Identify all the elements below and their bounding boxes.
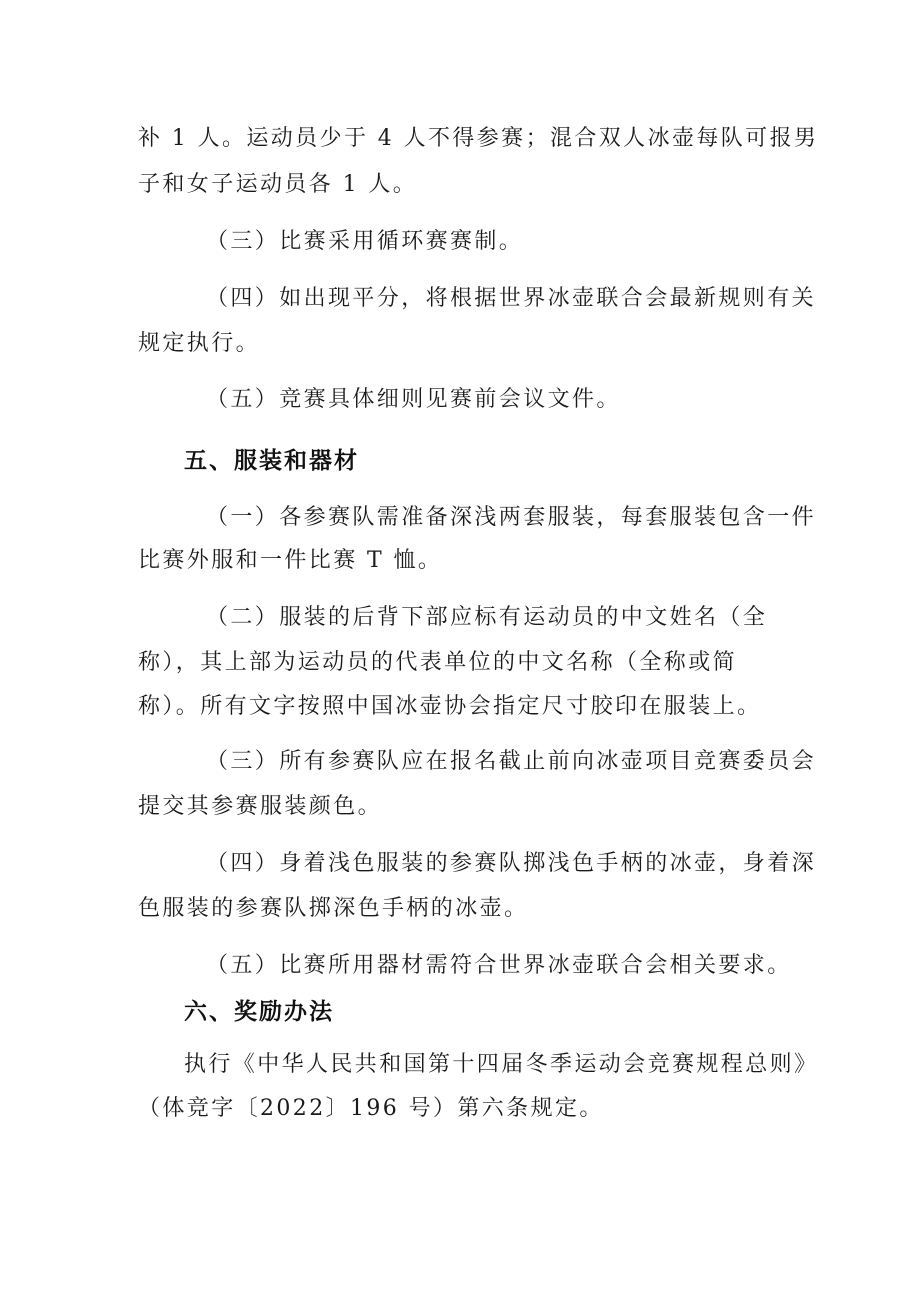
paragraph-item-1: （一）各参赛队需准备深浅两套服装，每套服装包含一件 bbox=[206, 505, 817, 530]
section-heading-6: 六、奖励办法 bbox=[184, 999, 334, 1025]
paragraph-item-3: （三）比赛采用循环赛赛制。 bbox=[206, 229, 524, 254]
section-heading-5: 五、服装和器材 bbox=[184, 448, 359, 474]
text-line: （体竞字〔2022〕196 号）第六条规定。 bbox=[138, 1096, 604, 1121]
text-line: 提交其参赛服装颜色。 bbox=[138, 794, 383, 819]
text-line: 子和女子运动员各 1 人。 bbox=[138, 172, 418, 197]
text-line: 称），其上部为运动员的代表单位的中文名称（全称或简 bbox=[138, 650, 738, 675]
text-line: 比赛外服和一件比赛 T 恤。 bbox=[138, 548, 443, 573]
paragraph-item-4: （四）身着浅色服装的参赛队掷浅色手柄的冰壶，身着深 bbox=[206, 851, 817, 876]
paragraph-item-5: （五）比赛所用器材需符合世界冰壶联合会相关要求。 bbox=[206, 953, 792, 978]
text-line: 色服装的参赛队掷深色手柄的冰壶。 bbox=[138, 896, 529, 921]
paragraph-item-2: （二）服装的后背下部应标有运动员的中文姓名（全 bbox=[206, 605, 768, 630]
text-line: 补 1 人。运动员少于 4 人不得参赛；混合双人冰壶每队可报男 bbox=[138, 126, 819, 151]
paragraph-item-3: （三）所有参赛队应在报名截止前向冰壶项目竞赛委员会 bbox=[206, 749, 817, 774]
text-line: 称）。所有文字按照中国冰壶协会指定尺寸胶印在服装上。 bbox=[138, 694, 762, 719]
paragraph-item-5: （五）竞赛具体细则见赛前会议文件。 bbox=[206, 387, 621, 412]
text-line: 规定执行。 bbox=[138, 331, 261, 356]
paragraph-item-4: （四）如出现平分，将根据世界冰壶联合会最新规则有关 bbox=[206, 286, 817, 311]
text-line: 执行《中华人民共和国第十四届冬季运动会竞赛规程总则》 bbox=[184, 1052, 819, 1077]
